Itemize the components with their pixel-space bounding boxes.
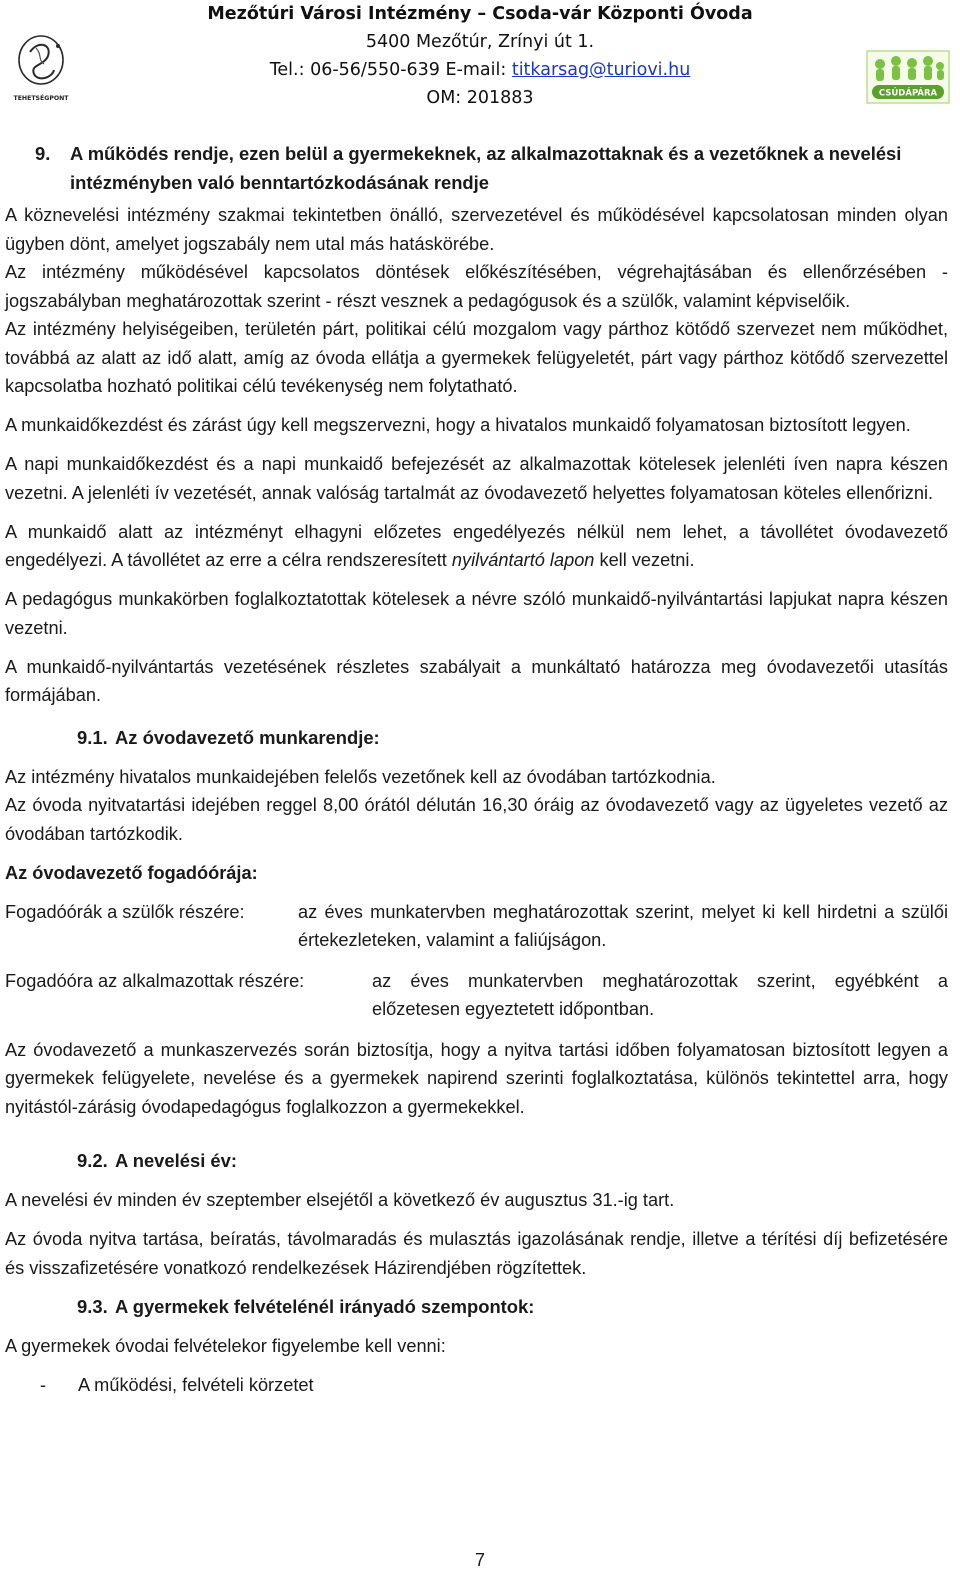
institution-name: Mezőtúri Városi Intézmény – Csoda-vár Központi Óvoda xyxy=(207,4,753,24)
reception-value: az éves munkatervben meghatározottak szerint, melyet ki kell hirdetni a szülői értekezleteken, valamint a faliújságon. xyxy=(298,901,948,950)
subsection-title: A nevelési év: xyxy=(115,1150,237,1171)
section-9-1-heading xyxy=(5,724,948,753)
paragraph xyxy=(5,518,948,575)
reception-label: Fogadóórák a szülők részére: xyxy=(5,901,245,922)
tehetsegpont-logo-text: TEHETSÉGPONT xyxy=(13,95,69,102)
paragraph: Az intézmény működésével kapcsolatos döntések előkészítésében, végrehajtásában és ellenőrzésében - jogszabályban meghatározottak szerint - részt vesznek a pedagógusok és a szülők, valamint képviselőik. xyxy=(5,262,948,311)
text-run: kell vezetni. xyxy=(594,550,695,570)
paragraph: A munkaidőkezdést és zárást úgy kell megszervezni, hogy a hivatalos munkaidő folyamatosan biztosított legyen. xyxy=(5,415,911,435)
text-run: A munkaidő alatt az intézményt elhagyni előzetes engedélyezés nélkül nem lehet, a távollétet óvodavezető engedélyezi. A távollétet az erre a célra rendszeresített xyxy=(5,521,948,570)
subsection-title: A gyermekek felvételénél irányadó szempontok: xyxy=(115,1295,535,1317)
institution-address: 5400 Mezőtúr, Zrínyi út 1. xyxy=(365,32,595,52)
paragraph: Az intézmény helyiségeiben, területén párt, politikai célú mozgalom vagy párthoz kötődő szervezet nem működhet, továbbá az alatt az idő alatt, amíg az óvoda ellátja a gyermekek felügyeletét, párt vagy párthoz kötődő szervezettel kapcsolatba hozható politikai célú tevékenység nem folytatható. xyxy=(5,319,948,396)
document-header xyxy=(0,0,960,116)
list-item xyxy=(5,1371,948,1400)
contact-phone: Tel.: 06-56/550-639 E-mail: xyxy=(269,60,512,80)
csudapara-logo-text: CSÚDÁPÁRA xyxy=(878,88,938,99)
reception-label: Fogadóóra az alkalmazottak részére: xyxy=(5,970,305,991)
paragraph: A napi munkaidőkezdést és a napi munkaidő befejezését az alkalmazottak kötelesek jelenléti íven napra készen vezetni. A jelenléti ív vezetését, annak valóság tartalmát az óvodavezető helyettes folyamatosan köteles ellenőrizni. xyxy=(5,454,948,503)
list-item-text: A működési, felvételi körzetet xyxy=(78,1374,314,1395)
reception-value: az éves munkatervben meghatározottak szerint, egyébként a előzetesen egyeztetett időpontban. xyxy=(372,970,948,1019)
section-9-2-heading xyxy=(5,1147,948,1176)
paragraph: Az óvoda nyitva tartása, beíratás, távolmaradás és mulasztás igazolásának rendje, illetve a térítési díj befizetésére és visszafizetésére vonatkozó rendelkezések Házirendjében rögzítettek. xyxy=(5,1229,948,1278)
reception-hours-heading: Az óvodavezető fogadóórája: xyxy=(5,862,258,883)
paragraph: Az intézmény hivatalos munkaidejében felelős vezetőnek kell az óvodában tartózkodnia. xyxy=(5,766,716,787)
subsection-number: 9.1. xyxy=(77,726,108,748)
paragraph: A köznevelési intézmény szakmai tekintetben önálló, szervezetével és működésével kapcsolatosan minden olyan ügyben dönt, amelyet jogszabály nem utal más hatáskörébe. xyxy=(5,205,948,254)
csudapara-logo xyxy=(866,50,950,104)
section-title: A működés rendje, ezen belül a gyermekeknek, az alkalmazottaknak és a vezetőknek a nevelési intézményben való benntartózkodásának rendje xyxy=(70,143,902,193)
subsection-title: Az óvodavezető munkarendje: xyxy=(115,726,380,748)
paragraph: A pedagógus munkakörben foglalkoztatottak kötelesek a névre szóló munkaidő-nyilvántartási lapjukat napra készen vezetni. xyxy=(5,589,948,638)
paragraph: A gyermekek óvodai felvételekor figyelembe kell venni: xyxy=(5,1335,446,1356)
reception-row-parents xyxy=(5,898,948,955)
reception-row-staff xyxy=(5,967,948,1024)
document-body xyxy=(5,140,948,1399)
paragraph: Az óvoda nyitvatartási idejében reggel 8,00 órától délután 16,30 óráig az óvodavezető vagy az ügyeletes vezető az óvodában tartózkodik. xyxy=(5,795,948,844)
italic-text: nyilvántartó lapon xyxy=(451,550,595,570)
paragraph: Az óvodavezető a munkaszervezés során biztosítja, hogy a nyitva tartási időben folyamatosan biztosított legyen a gyermekek felügyelete, nevelése és a gyermekek napirend szerinti foglalkoztatása, különös tekintettel arra, hogy nyitástól-zárásig óvodapedagógus foglalkozzon a gyermekekkel. xyxy=(5,1039,948,1117)
section-number: 9. xyxy=(35,143,51,164)
paragraph: A munkaidő-nyilvántartás vezetésének részletes szabályait a munkáltató határozza meg óvodavezetői utasítás formájában. xyxy=(5,656,948,705)
paragraph: A nevelési év minden év szeptember elsejétől a következő év augusztus 31.-ig tart. xyxy=(5,1190,675,1210)
subsection-number: 9.2. xyxy=(77,1150,108,1171)
section-9-heading xyxy=(5,140,948,197)
email-link[interactable]: titkarsag@turiovi.hu xyxy=(511,60,691,80)
om-number: OM: 201883 xyxy=(426,88,534,108)
subsection-number: 9.3. xyxy=(77,1295,108,1317)
page-number: 7 xyxy=(474,1550,485,1570)
list-bullet: - xyxy=(40,1374,47,1395)
institution-contact xyxy=(0,56,960,84)
institution-info xyxy=(0,0,960,112)
section-9-3-heading xyxy=(5,1293,948,1322)
